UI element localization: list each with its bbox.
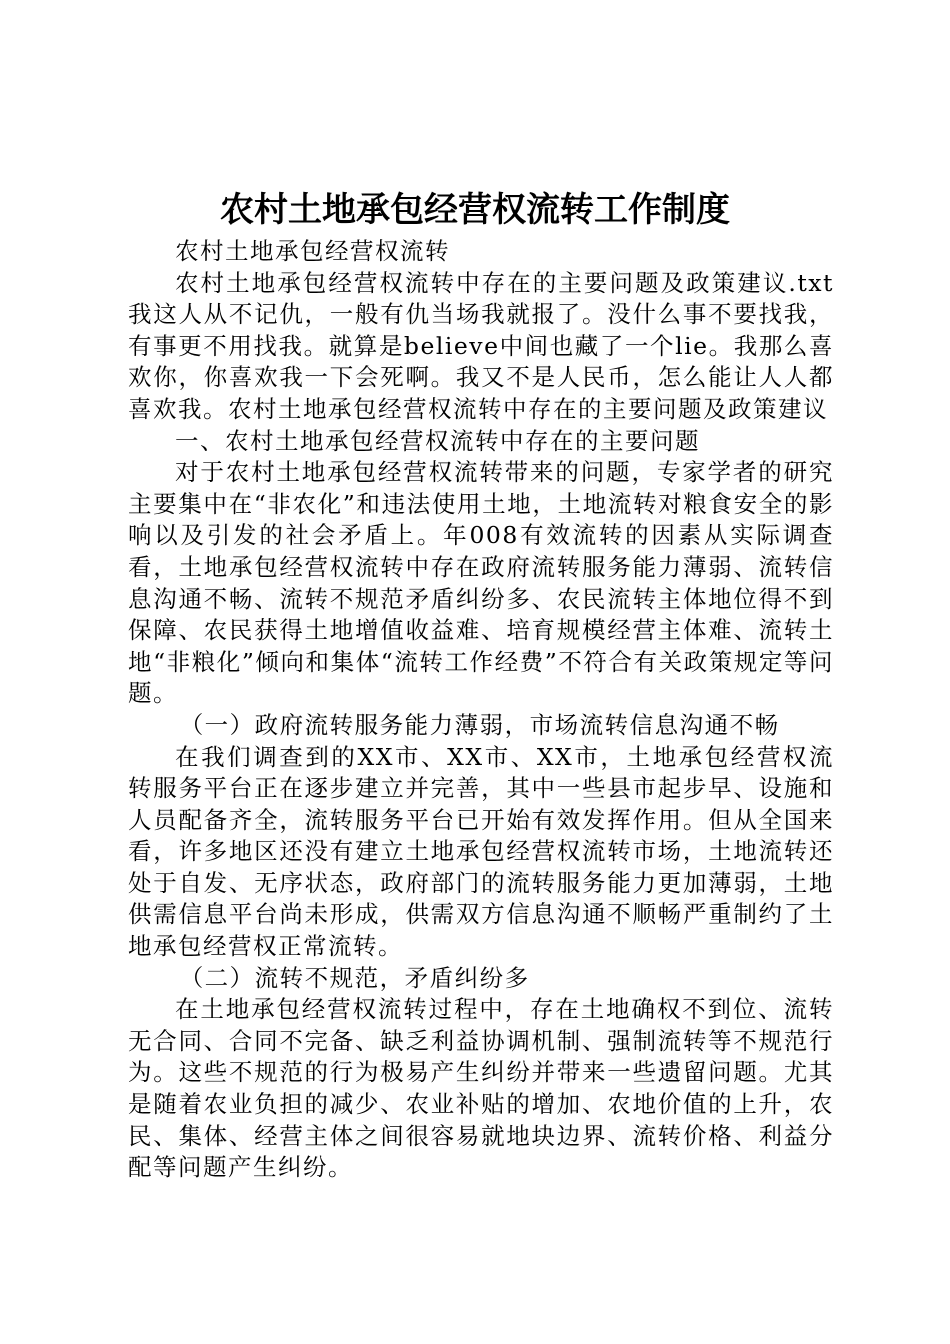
- paragraph-service-capacity: 在我们调查到的XX市、XX市、XX市，土地承包经营权流转服务平台正在逐步建立并完善，其中一些县市起步早、设施和人员配备齐全，流转服务平台已开始有效发挥作用。但从全国来看，许多地区还没有建立土地承包经营权流转市场，土地流转还处于自发、无序状态，政府部门的流转服务能力更加薄弱，土地供需信息平台尚未形成，供需双方信息沟通不顺畅严重制约了土地承包经营权正常流转。: [128, 742, 834, 961]
- paragraph-problems: 对于农村土地承包经营权流转带来的问题，专家学者的研究主要集中在“非农化”和违法使用土地，土地流转对粮食安全的影响以及引发的社会矛盾上。年008有效流转的因素从实际调查看，土地承包经营权流转中存在政府流转服务能力薄弱、流转信息沟通不畅、流转不规范矛盾纠纷多、农民流转主体地位得不到保障、农民获得土地增值收益难、培育规模经营主体难、流转土地“非粮化”倾向和集体“流转工作经费”不符合有关政策规定等问题。: [128, 458, 834, 708]
- section-heading-1: 一、农村土地承包经营权流转中存在的主要问题: [175, 426, 700, 455]
- subsection-heading-2: （二）流转不规范，矛盾纠纷多: [179, 963, 530, 992]
- subsection-heading-1: （一）政府流转服务能力薄弱，市场流转信息沟通不畅: [179, 710, 780, 739]
- paragraph-disputes: 在土地承包经营权流转过程中，存在土地确权不到位、流转无合同、合同不完备、缺乏利益协调机制、强制流转等不规范行为。这些不规范的行为极易产生纠纷并带来一些遗留问题。尤其是随着农业负担的减少、农业补贴的增加、农地价值的上升，农民、集体、经营主体之间很容易就地块边界、流转价格、利益分配等问题产生纠纷。: [128, 995, 834, 1182]
- paragraph-subtitle: 农村土地承包经营权流转: [175, 237, 450, 265]
- document-title: 农村土地承包经营权流转工作制度: [220, 190, 730, 230]
- paragraph-intro: 农村土地承包经营权流转中存在的主要问题及政策建议.txt我这人从不记仇，一般有仇当场我就报了。没什么事不要找我，有事更不用找我。就算是believe中间也藏了一个lie。我那么喜欢你，你喜欢我一下会死啊。我又不是人民币，怎么能让人人都喜欢我。农村土地承包经营权流转中存在的主要问题及政策建议: [128, 268, 834, 423]
- document-body: [128, 236, 834, 1184]
